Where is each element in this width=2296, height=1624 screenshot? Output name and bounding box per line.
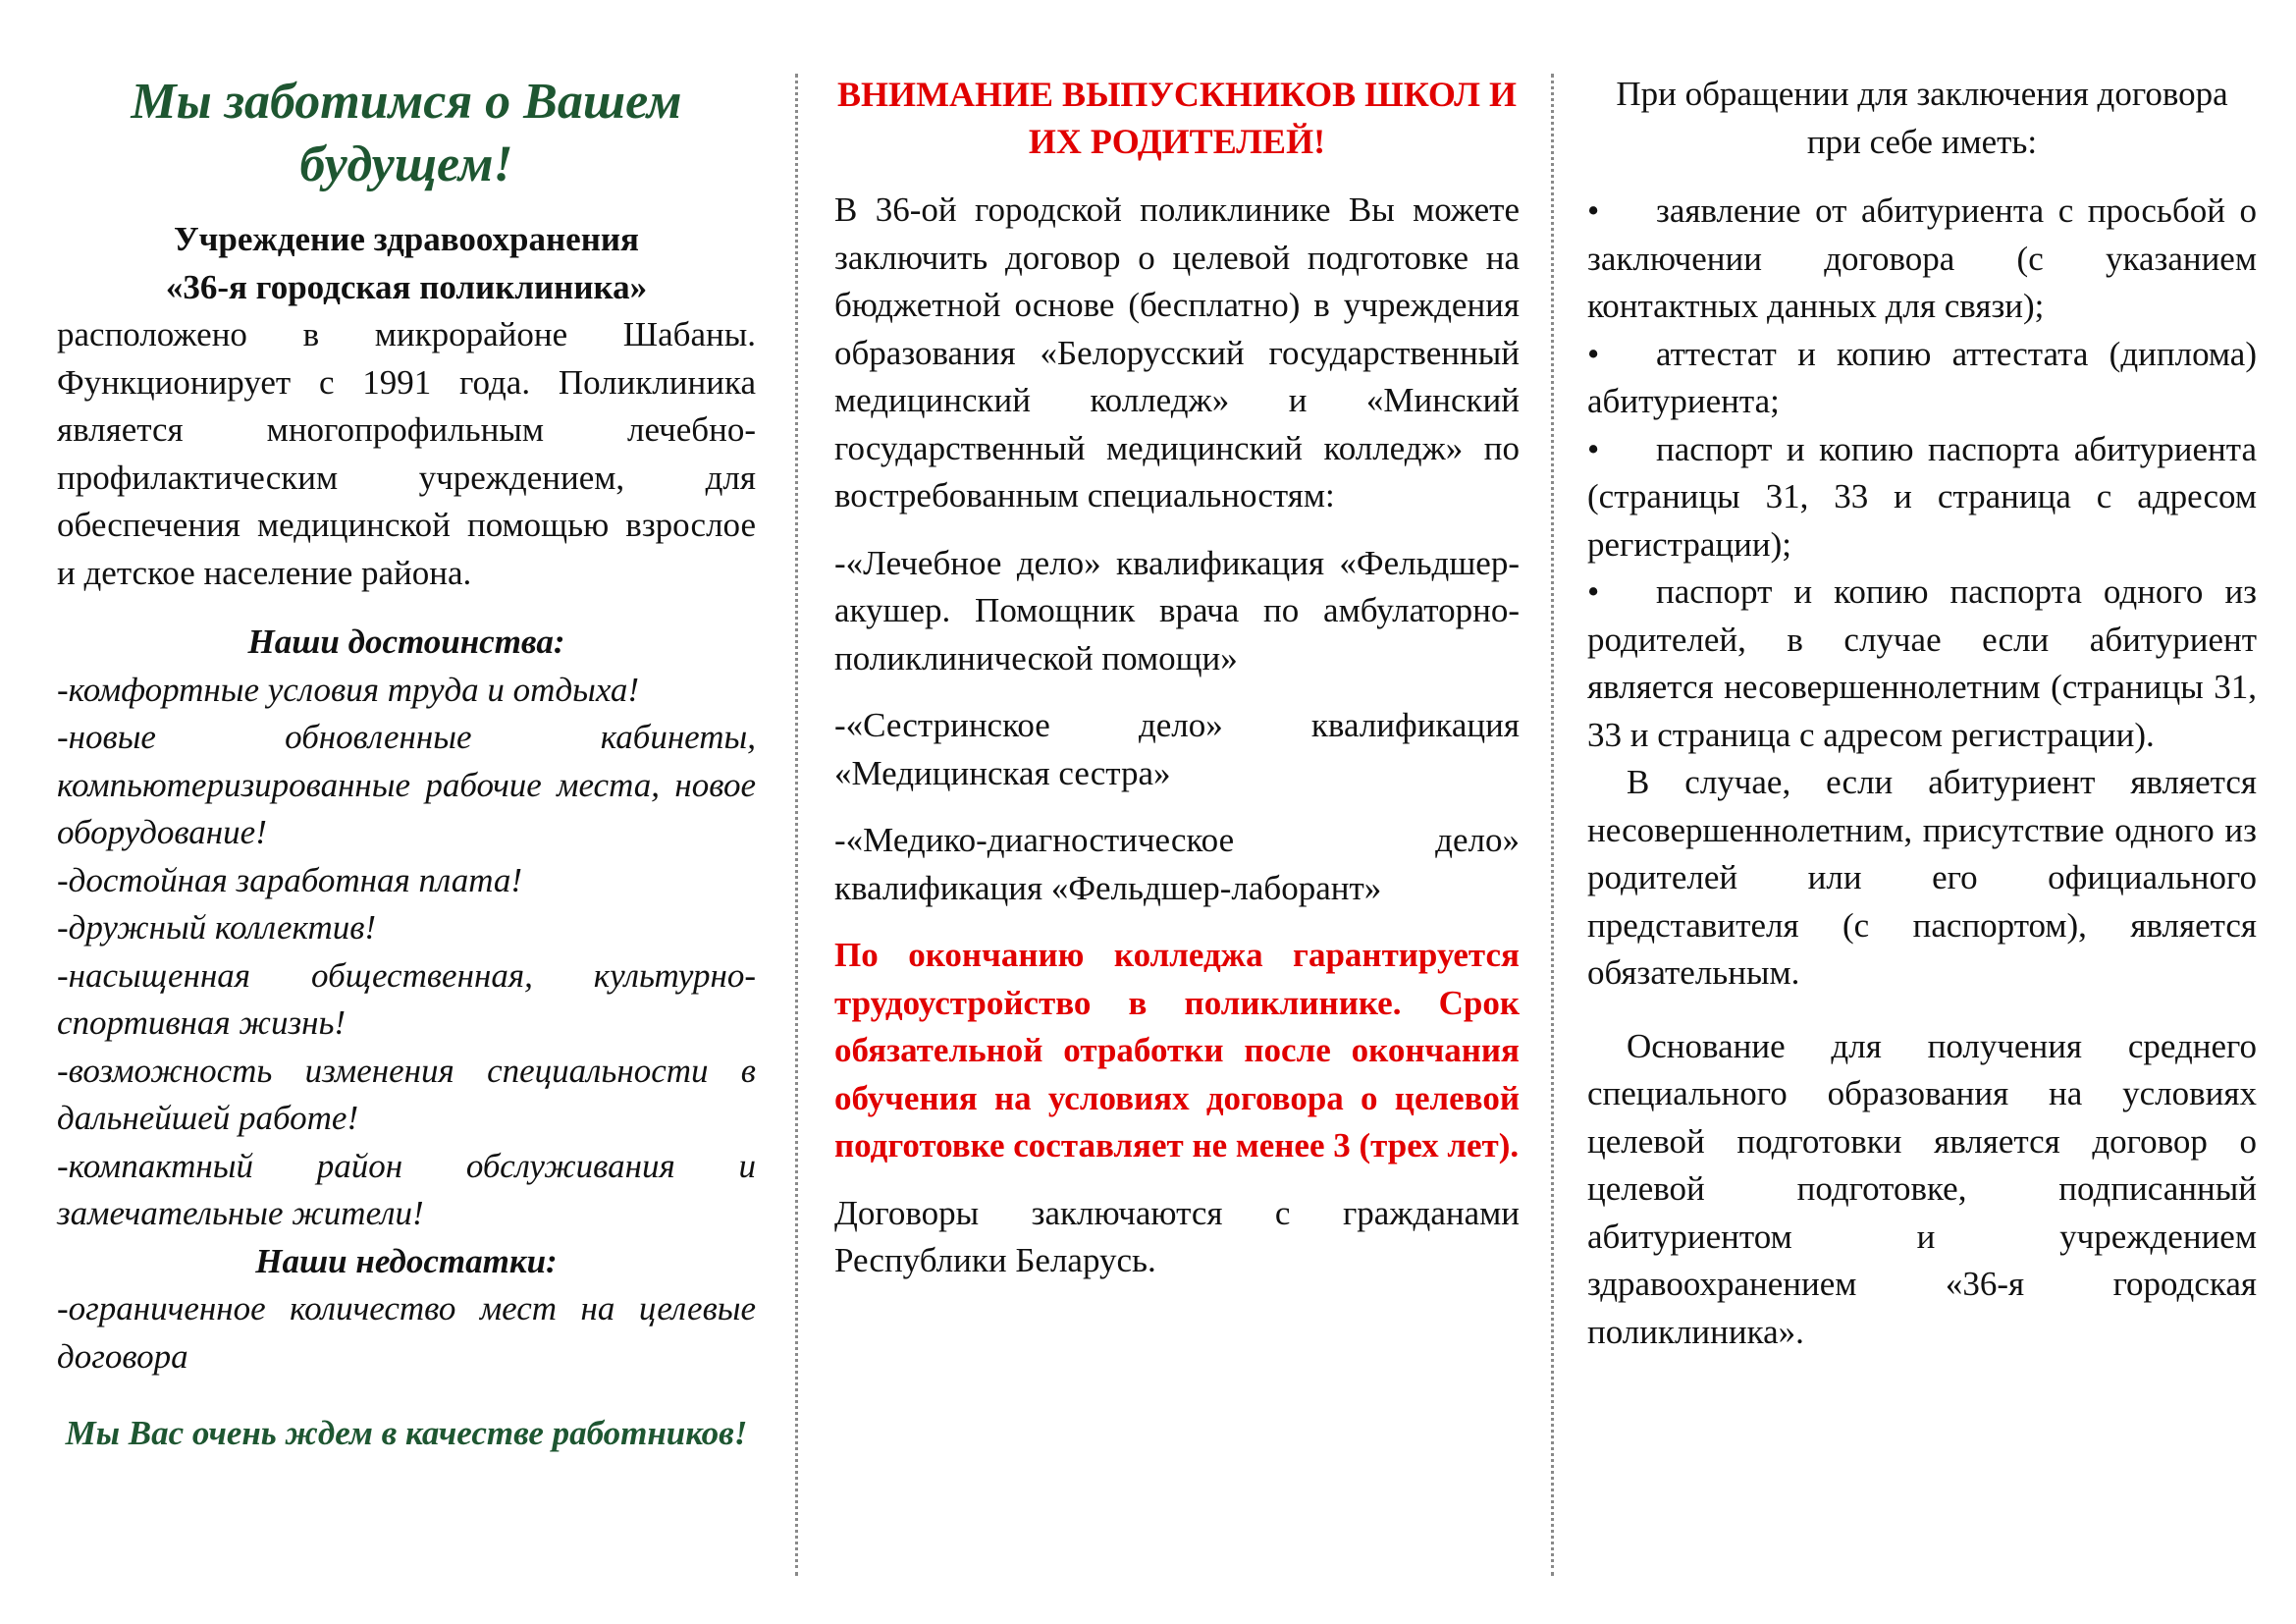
bullet-icon: • — [1587, 572, 1600, 611]
document-item — [1587, 568, 2257, 759]
advantage-item: -возможность изменения специальности в дальнейшей работе! — [57, 1051, 756, 1137]
document-item-text: аттестат и копию аттестата (диплома) абитуриента; — [1587, 334, 2257, 420]
bullet-icon: • — [1587, 429, 1600, 468]
minor-applicant-note: В случае, если абитуриент является несовершеннолетним, присутствие одного из родителей или его официального представителя (с паспортом), является обязательным. — [1587, 763, 2257, 992]
contract-intro: В 36-ой городской поликлинике Вы можете заключить договор о целевой подготовке на бюджетной основе (бесплатно) в учреждения образования «Белорусский государственный медицинский колледж» и «Минский государственный медицинский колледж» по востребованным специальностям: — [834, 190, 1520, 514]
closing-message: Мы Вас очень ждем в качестве работников! — [65, 1414, 748, 1452]
advantage-item: -компактный район обслуживания и замечательные жители! — [57, 1146, 756, 1232]
attention-heading: ВНИМАНИЕ ВЫПУСКНИКОВ ШКОЛ И ИХ РОДИТЕЛЕЙ! — [837, 75, 1517, 161]
advantage-item: -новые обновленные кабинеты, компьютеризированные рабочие места, новое оборудование! — [57, 718, 756, 851]
column-left — [57, 71, 756, 1585]
advantage-item: -комфортные условия труда и отдыха! — [57, 670, 640, 709]
column-divider-left — [795, 74, 798, 1576]
advantage-item: -достойная заработная плата! — [57, 860, 523, 899]
specialty-item: -«Сестринское дело» квалификация «Медицинская сестра» — [834, 706, 1520, 792]
specialty-item: -«Лечебное дело» квалификация «Фельдшер-акушер. Помощник врача по амбулаторно-поликлинической помощи» — [834, 543, 1520, 677]
document-item-text: заявление от абитуриента с просьбой о заключении договора (с указанием контактных данных для связи); — [1587, 191, 2257, 325]
citizenship-note: Договоры заключаются с гражданами Республики Беларусь. — [834, 1193, 1520, 1279]
document-item — [1587, 426, 2257, 569]
bullet-icon: • — [1587, 334, 1600, 373]
document-item — [1587, 331, 2257, 426]
column-middle — [834, 71, 1520, 1585]
documents-heading: При обращении для заключения договора при себе иметь: — [1616, 75, 2228, 161]
page-title: Мы заботимся о Вашем будущем! — [131, 74, 682, 192]
bullet-icon: • — [1587, 191, 1600, 230]
advantage-item: -насыщенная общественная, культурно-спортивная жизнь! — [57, 955, 756, 1042]
advantage-item: -дружный коллектив! — [57, 908, 377, 947]
contract-basis: Основание для получения среднего специального образования на условиях целевой подготовки является договор о целевой подготовке, подписанный абитуриентом и учреждением здравоохранением «36-я городская поликлиника». — [1587, 1026, 2257, 1351]
advantages-heading: Наши достоинства: — [247, 623, 565, 661]
institution-intro: расположено в микрорайоне Шабаны. Функционирует с 1991 года. Поликлиника является многопрофильным лечебно-профилактическим учреждением, для обеспечения медицинской помощью взрослое и детское население района. — [57, 315, 756, 592]
institution-type: Учреждение здравоохранения — [174, 220, 639, 258]
disadvantage-item: -ограниченное количество мест на целевые договора — [57, 1289, 756, 1376]
employment-guarantee: По окончанию колледжа гарантируется трудоустройство в поликлинике. Срок обязательной отработки после окончания обучения на условиях договора о целевой подготовке составляет не менее 3 (трех лет). — [834, 936, 1520, 1164]
document-item — [1587, 188, 2257, 331]
specialty-item: -«Медико-диагностическое дело» квалификация «Фельдшер-лаборант» — [834, 821, 1520, 907]
column-divider-right — [1551, 74, 1554, 1576]
institution-name: «36-я городская поликлиника» — [165, 267, 648, 306]
column-right — [1587, 71, 2257, 1585]
disadvantages-heading: Наши недостатки: — [255, 1241, 558, 1280]
document-item-text: паспорт и копию паспорта абитуриента (страницы 31, 33 и страница с адресом регистрации); — [1587, 429, 2257, 564]
document-item-text: паспорт и копию паспорта одного из родителей, в случае если абитуриент является несовершеннолетним (страницы 31, 33 и страница с адресом регистрации). — [1587, 572, 2257, 754]
